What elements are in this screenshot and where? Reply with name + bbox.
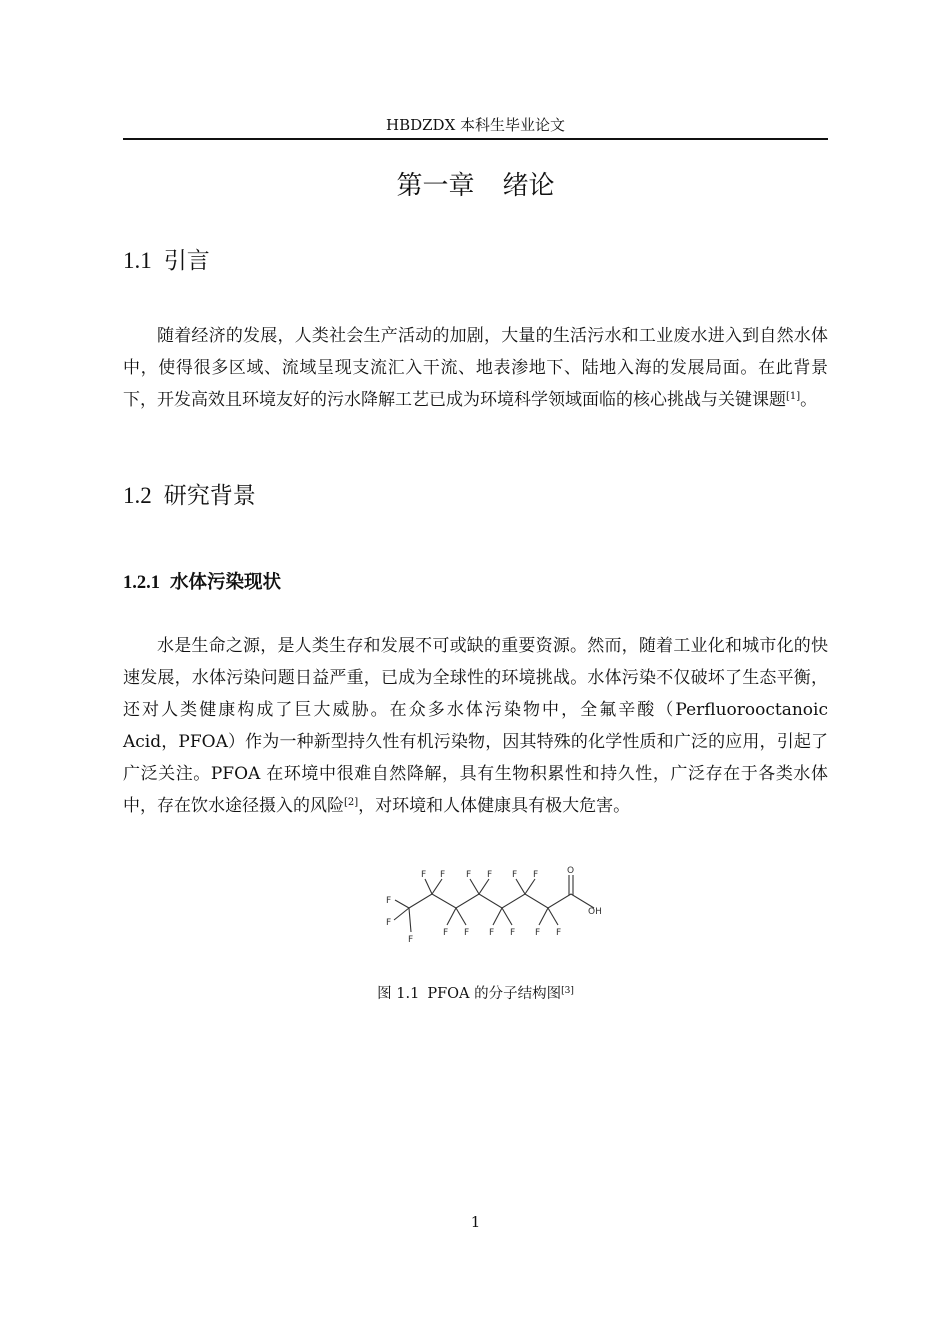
section-number: 1.1 bbox=[123, 248, 152, 273]
caption-label: 图 1.1 bbox=[377, 986, 420, 1002]
figure-caption bbox=[123, 984, 828, 1004]
citation-2[interactable]: [2] bbox=[344, 797, 359, 808]
background-paragraph bbox=[123, 630, 828, 822]
paragraph-text-end: ，对环境和人体健康具有极大危害。 bbox=[358, 796, 631, 816]
intro-paragraph bbox=[123, 320, 828, 416]
section-heading-1-1 bbox=[123, 246, 210, 276]
fluorine-atom: F bbox=[512, 870, 518, 880]
fluorine-atom: F bbox=[556, 928, 562, 938]
fluorine-atom: F bbox=[466, 870, 472, 880]
subsection-heading-1-2-1 bbox=[123, 570, 281, 596]
section-title: 研究背景 bbox=[163, 483, 256, 509]
section-number: 1.2 bbox=[123, 483, 152, 508]
fluorine-atom: F bbox=[489, 928, 495, 938]
fluorine-atom: F bbox=[386, 918, 392, 928]
citation-3[interactable]: [3] bbox=[561, 986, 574, 996]
chapter-number: 第一章 bbox=[396, 171, 475, 201]
fluorine-atom: F bbox=[386, 896, 392, 906]
fluorine-atom: F bbox=[421, 870, 427, 880]
fluorine-atom: F bbox=[464, 928, 470, 938]
header-rule bbox=[123, 138, 828, 140]
running-header: HBDZDX 本科生毕业论文 bbox=[385, 116, 566, 134]
chapter-name: 绪论 bbox=[502, 171, 555, 201]
fluorine-atom: F bbox=[487, 870, 493, 880]
pfoa-structure-figure bbox=[372, 862, 607, 946]
caption-text: PFOA 的分子结构图 bbox=[427, 986, 562, 1002]
section-heading-1-2 bbox=[123, 481, 256, 511]
fluorine-atom: F bbox=[535, 928, 541, 938]
chapter-title bbox=[123, 168, 828, 204]
fluorine-atom: F bbox=[440, 870, 446, 880]
fluorine-atom: F bbox=[408, 935, 414, 945]
fluorine-atom: F bbox=[533, 870, 539, 880]
citation-1[interactable]: [1] bbox=[786, 391, 801, 402]
hydroxyl-group: OH bbox=[588, 907, 602, 917]
paragraph-text: 水是生命之源，是人类生存和发展不可或缺的重要资源。然而，随着工业化和城市化的快速发展，水体污染问题日益严重，已成为全球性的环境挑战。水体污染不仅破坏了生态平衡，还对人类健康构成了巨大威胁。在众多水体污染物中，全氟辛酸（Perfluorooctanoic Acid，PFOA）作为一种新型持久性有机污染物，因其特殊的化学性质和广泛的应用，引起了广泛关注。PFOA 在环境中很难自然降解，具有生物积累性和持久性，广泛存在于各类水体中，存在饮水途径摄入的风险 bbox=[123, 636, 828, 816]
fluorine-atom: F bbox=[443, 928, 449, 938]
carbon-chain-bonds bbox=[394, 875, 594, 932]
paragraph-end: 。 bbox=[800, 390, 818, 410]
fluorine-atom: F bbox=[510, 928, 516, 938]
oxygen-atom: O bbox=[567, 866, 575, 876]
section-title: 引言 bbox=[163, 248, 210, 274]
page-number: 1 bbox=[470, 1213, 481, 1231]
paragraph-text: 随着经济的发展，人类社会生产活动的加剧，大量的生活污水和工业废水进入到自然水体中，使得很多区域、流域呈现支流汇入干流、地表渗地下、陆地入海的发展局面。在此背景下，开发高效且环境友好的污水降解工艺已成为环境科学领域面临的核心挑战与关键课题 bbox=[123, 326, 828, 410]
subsection-number: 1.2.1 bbox=[123, 573, 160, 593]
subsection-title: 水体污染现状 bbox=[170, 572, 282, 593]
